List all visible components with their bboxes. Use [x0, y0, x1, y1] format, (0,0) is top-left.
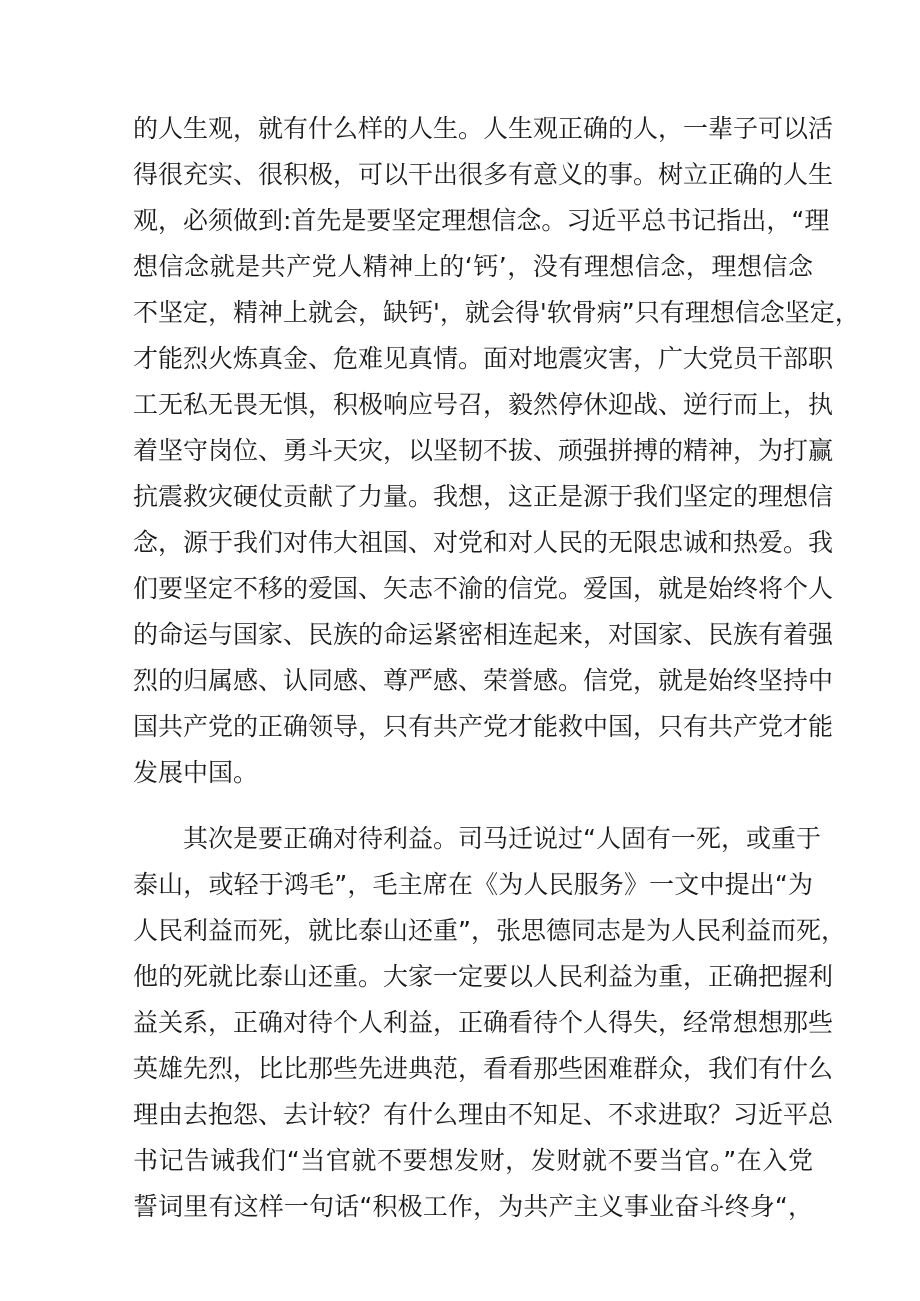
- text-line: 们要坚定不移的爱国、矢志不渝的信党。爱国，就是始终将个人: [133, 574, 834, 603]
- text-line: 益关系，正确对待个人利益，正确看待个人得失，经常想想那些: [133, 1008, 834, 1037]
- paragraph-2: [133, 816, 846, 1230]
- text-line: 书记告诫我们“当官就不要想发财，发财就不要当官。”在入党: [133, 1146, 813, 1175]
- text-line: 国共产党的正确领导，只有共产党才能救中国，只有共产党才能: [133, 712, 834, 741]
- text-line: 的人生观，就有什么样的人生。人生观正确的人，一辈子可以活: [133, 114, 834, 143]
- text-line: 烈的归属感、认同感、尊严感、荣誉感。信党，就是始终坚持中: [133, 666, 834, 695]
- text-line: 的命运与国家、民族的命运紧密相连起来，对国家、民族有着强: [133, 620, 834, 649]
- text-line: 观，必须做到:首先是要坚定理想信念。习近平总书记指出，“理: [133, 206, 830, 235]
- text-line: 理由去抱怨、去计较？有什么理由不知足、不求进取？习近平总: [133, 1100, 834, 1129]
- text-line: 发展中国。: [133, 758, 259, 787]
- document-body: [133, 106, 860, 1230]
- text-line: 英雄先烈，比比那些先进典范，看看那些困难群众，我们有什么: [133, 1054, 834, 1083]
- text-line: 他的死就比泰山还重。大家一定要以人民利益为重，正确把握利: [133, 962, 834, 991]
- text-line: 抗震救灾硬仗贡献了力量。我想，这正是源于我们坚定的理想信: [133, 482, 834, 511]
- text-line: 想信念就是共产党人精神上的‘钙’，没有理想信念，理想信念: [133, 252, 813, 281]
- text-line: 才能烈火炼真金、危难见真情。面对地震灾害，广大党员干部职: [133, 344, 834, 373]
- text-line: 誓词里有这样一句话“积极工作，为共产主义事业奋斗终身“，: [133, 1192, 813, 1221]
- text-line: 泰山，或轻于鸿毛”，毛主席在《为人民服务》一文中提出“为: [133, 870, 813, 899]
- text-line: 不坚定，精神上就会，缺钙'，就会得'软骨病”只有理想信念坚定，: [133, 298, 860, 327]
- text-line: 念，源于我们对伟大祖国、对党和对人民的无限忠诚和热爱。我: [133, 528, 834, 557]
- text-line: 得很充实、很积极，可以干出很多有意义的事。树立正确的人生: [133, 160, 834, 189]
- text-line: 人民利益而死，就比泰山还重”，张思德同志是为人民利益而死，: [133, 916, 846, 945]
- text-line: 着坚守岗位、勇斗天灾，以坚韧不拔、顽强拼搏的精神，为打赢: [133, 436, 834, 465]
- text-line: 其次是要正确对待利益。司马迁说过“人固有一死，或重于: [183, 824, 821, 853]
- paragraph-1: [133, 106, 860, 796]
- text-line: 工无私无畏无惧，积极响应号召，毅然停休迎战、逆行而上，执: [133, 390, 834, 419]
- paragraph-gap: [133, 796, 813, 816]
